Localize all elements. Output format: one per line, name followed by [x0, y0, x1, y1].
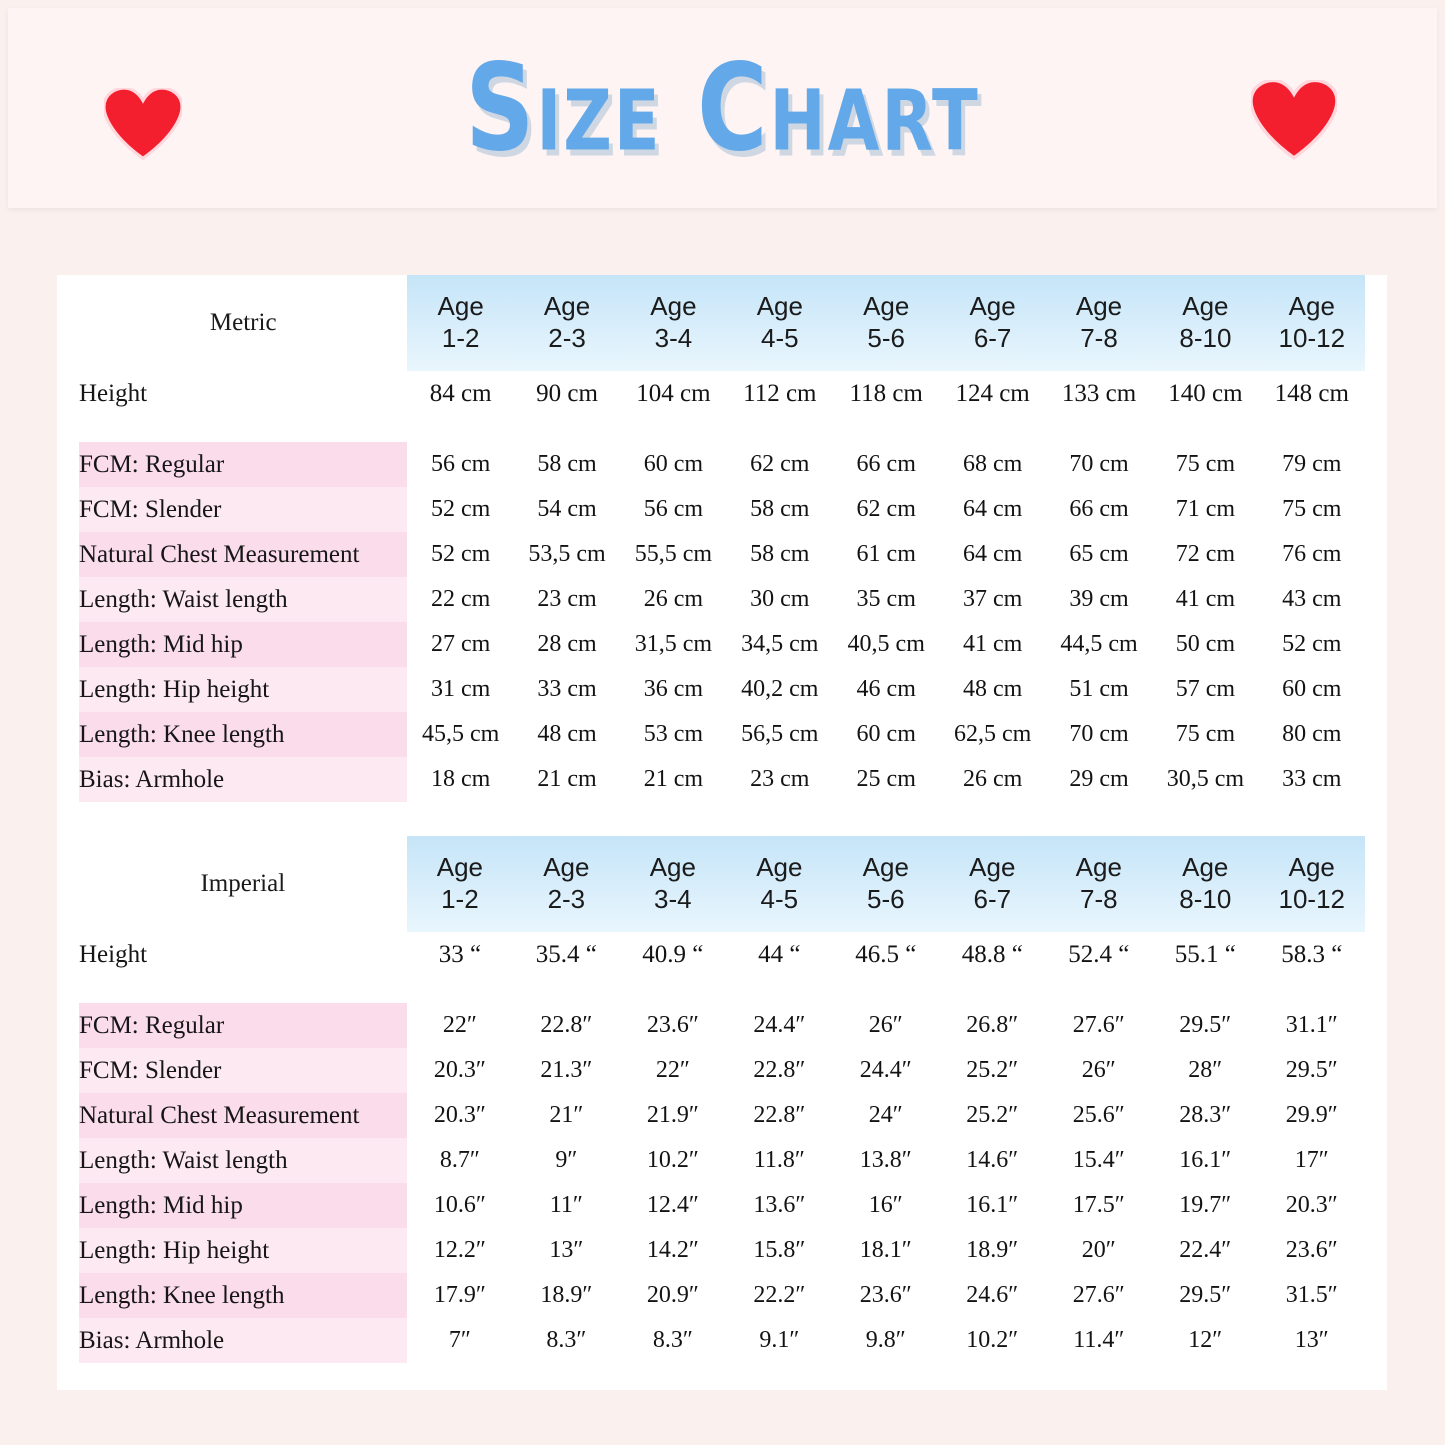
- measurement-value: 140 cm: [1168, 379, 1243, 407]
- measurement-value: 104 cm: [636, 379, 711, 407]
- row-spacer: [79, 977, 1365, 1003]
- age-range: 4-5: [760, 884, 799, 914]
- measurement-value: 44 “: [758, 940, 801, 968]
- table-header-row: [79, 836, 1365, 932]
- age-column-header: [833, 275, 939, 371]
- measurement-value: 46.5 “: [855, 940, 917, 968]
- heart-icon: [104, 88, 182, 160]
- measurement-value: 148 cm: [1274, 379, 1349, 407]
- measurement-value: 41 cm: [1175, 586, 1236, 612]
- measurement-value: 24.4″: [753, 1012, 806, 1038]
- measurement-value: 25 cm: [856, 766, 916, 792]
- table-row: [79, 371, 1365, 416]
- age-word: Age: [650, 291, 697, 322]
- measurement-value: 52 cm: [430, 496, 491, 522]
- age-word: Age: [969, 852, 1016, 883]
- table-header-row: [79, 275, 1365, 371]
- measurement-value: 58.3 “: [1281, 940, 1343, 968]
- measurement-value: 15.8″: [753, 1237, 806, 1263]
- measurement-value: 31,5 cm: [634, 631, 713, 657]
- unit-system-label: Metric: [209, 309, 277, 336]
- measurement-value: 22″: [442, 1012, 477, 1038]
- measurement-value: 20″: [1081, 1237, 1116, 1263]
- table-row: [79, 1003, 1365, 1048]
- measurement-value: 52.4 “: [1068, 940, 1130, 968]
- measurement-value: 70 cm: [1069, 451, 1129, 477]
- measurement-value: 55.1 “: [1174, 940, 1236, 968]
- measurement-value: 68 cm: [962, 451, 1023, 477]
- metric-size-table: [79, 275, 1365, 802]
- measurement-value: 17″: [1294, 1147, 1329, 1173]
- measurement-label: Length: Knee length: [79, 712, 407, 757]
- measurement-value: 90 cm: [536, 379, 598, 407]
- age-range: 8-10: [1179, 884, 1232, 914]
- measurement-value: 30,5 cm: [1166, 766, 1245, 792]
- measurement-value: 48.8 “: [961, 940, 1023, 968]
- age-range: 10-12: [1278, 884, 1345, 914]
- measurement-value: 48 cm: [962, 676, 1023, 702]
- measurement-value: 17.5″: [1072, 1192, 1125, 1218]
- measurement-value: 20.9″: [646, 1282, 699, 1308]
- measurement-value: 37 cm: [962, 586, 1023, 612]
- measurement-value: 22.8″: [753, 1057, 806, 1083]
- measurement-label: Bias: Armhole: [79, 757, 407, 802]
- measurement-value: 28 cm: [537, 631, 597, 657]
- age-range: 2-3: [548, 323, 586, 353]
- measurement-value: 66 cm: [856, 451, 916, 477]
- measurement-value: 44,5 cm: [1060, 631, 1138, 657]
- measurement-value: 9″: [555, 1147, 578, 1173]
- measurement-value: 54 cm: [537, 496, 597, 522]
- measurement-value: 48 cm: [537, 721, 597, 747]
- measurement-value: 33 cm: [537, 676, 597, 702]
- measurement-value: 43 cm: [1282, 586, 1342, 612]
- age-range: 5-6: [867, 323, 905, 353]
- measurement-value: 58 cm: [750, 496, 810, 522]
- measurement-value: 8.3″: [546, 1327, 587, 1353]
- measurement-value: 18.9″: [540, 1282, 593, 1308]
- measurement-value: 15.4″: [1072, 1147, 1125, 1173]
- measurement-value: 12.2″: [433, 1237, 486, 1263]
- age-range: 4-5: [761, 323, 799, 353]
- header-banner: [8, 8, 1437, 208]
- unit-system-label: Imperial: [200, 870, 286, 897]
- measurement-value: 62 cm: [856, 496, 916, 522]
- measurement-value: 52 cm: [1282, 631, 1342, 657]
- age-word: Age: [436, 852, 483, 883]
- table-row: [79, 1228, 1365, 1273]
- measurement-value: 23.6″: [859, 1282, 912, 1308]
- age-word: Age: [1075, 852, 1122, 883]
- measurement-value: 17.9″: [433, 1282, 486, 1308]
- measurement-value: 46 cm: [856, 676, 916, 702]
- age-column-header: [726, 836, 832, 932]
- age-word: Age: [543, 852, 590, 883]
- measurement-value: 26″: [1081, 1057, 1116, 1083]
- measurement-value: 70 cm: [1069, 721, 1129, 747]
- measurement-value: 23 cm: [537, 586, 597, 612]
- measurement-value: 33 cm: [1282, 766, 1342, 792]
- measurement-value: 26.8″: [966, 1012, 1019, 1038]
- measurement-value: 23.6″: [646, 1012, 699, 1038]
- measurement-label: FCM: Regular: [79, 1003, 407, 1048]
- table-row: [79, 487, 1365, 532]
- measurement-value: 22.8″: [753, 1102, 806, 1128]
- measurement-value: 60 cm: [856, 721, 916, 747]
- table-row: [79, 1048, 1365, 1093]
- measurement-value: 14.6″: [966, 1147, 1019, 1173]
- measurement-value: 26 cm: [962, 766, 1023, 792]
- measurement-value: 12.4″: [646, 1192, 699, 1218]
- measurement-value: 29 cm: [1069, 766, 1129, 792]
- age-range: 3-4: [654, 323, 693, 353]
- table-row: [79, 442, 1365, 487]
- measurement-value: 26″: [868, 1012, 903, 1038]
- table-row: [79, 932, 1365, 977]
- page-title: Size Chart: [465, 38, 980, 178]
- measurement-value: 33 “: [438, 940, 482, 968]
- measurement-value: 58 cm: [537, 451, 597, 477]
- measurement-value: 29.9″: [1285, 1102, 1338, 1128]
- table-row: [79, 1318, 1365, 1363]
- measurement-value: 34,5 cm: [741, 631, 819, 657]
- measurement-value: 60 cm: [1282, 676, 1342, 702]
- measurement-value: 21 cm: [643, 766, 704, 792]
- measurement-value: 40,2 cm: [741, 676, 819, 702]
- measurement-value: 19.7″: [1179, 1192, 1232, 1218]
- age-column-header: [1046, 836, 1152, 932]
- measurement-value: 28.3″: [1179, 1102, 1232, 1128]
- measurement-value: 10.6″: [433, 1192, 486, 1218]
- measurement-value: 62,5 cm: [953, 721, 1032, 747]
- age-word: Age: [1182, 291, 1229, 322]
- heart-icon: [1251, 80, 1337, 160]
- measurement-value: 27 cm: [430, 631, 491, 657]
- measurement-value: 50 cm: [1175, 631, 1236, 657]
- measurement-value: 11.8″: [753, 1147, 805, 1173]
- measurement-label: Length: Waist length: [79, 1138, 407, 1183]
- measurement-value: 65 cm: [1069, 541, 1129, 567]
- measurement-value: 10.2″: [966, 1327, 1019, 1353]
- row-spacer-cell: [79, 416, 1365, 442]
- measurement-value: 10.2″: [646, 1147, 699, 1173]
- measurement-value: 27.6″: [1072, 1282, 1125, 1308]
- measurement-value: 133 cm: [1061, 379, 1137, 407]
- measurement-value: 22″: [655, 1057, 690, 1083]
- measurement-value: 40.9 “: [642, 940, 704, 968]
- measurement-value: 29.5″: [1285, 1057, 1338, 1083]
- measurement-value: 21.3″: [540, 1057, 593, 1083]
- age-word: Age: [863, 291, 910, 322]
- measurement-value: 75 cm: [1175, 451, 1236, 477]
- measurement-value: 18 cm: [430, 766, 491, 792]
- measurement-label: Height: [79, 940, 148, 968]
- measurement-value: 31 cm: [430, 676, 491, 702]
- age-range: 6-7: [973, 323, 1012, 353]
- measurement-value: 13″: [1294, 1327, 1329, 1353]
- measurement-value: 76 cm: [1282, 541, 1342, 567]
- imperial-size-table: [79, 836, 1365, 1363]
- measurement-label: Length: Knee length: [79, 1273, 407, 1318]
- table-row: [79, 1093, 1365, 1138]
- measurement-value: 13″: [549, 1237, 584, 1263]
- measurement-value: 72 cm: [1175, 541, 1236, 567]
- row-spacer-cell: [79, 977, 1365, 1003]
- measurement-label: Bias: Armhole: [79, 1318, 407, 1363]
- measurement-value: 58 cm: [750, 541, 810, 567]
- age-range: 1-2: [441, 884, 479, 914]
- measurement-value: 8.7″: [439, 1147, 480, 1173]
- age-column-header: [620, 275, 726, 371]
- measurement-value: 30 cm: [750, 586, 810, 612]
- age-word: Age: [437, 291, 484, 322]
- measurement-value: 20.3″: [433, 1102, 486, 1128]
- measurement-value: 60 cm: [643, 451, 704, 477]
- measurement-value: 22.4″: [1179, 1237, 1232, 1263]
- table-row: [79, 1138, 1365, 1183]
- measurement-label: Height: [79, 379, 148, 407]
- table-row: [79, 622, 1365, 667]
- measurement-value: 27.6″: [1072, 1012, 1125, 1038]
- measurement-label: Natural Chest Measurement: [79, 1093, 407, 1138]
- measurement-value: 79 cm: [1282, 451, 1342, 477]
- measurement-value: 64 cm: [962, 496, 1023, 522]
- age-range: 1-2: [441, 323, 480, 353]
- age-range: 8-10: [1179, 323, 1232, 353]
- measurement-value: 16.1″: [966, 1192, 1019, 1218]
- measurement-value: 22.8″: [540, 1012, 593, 1038]
- age-column-header: [620, 836, 726, 932]
- measurement-value: 56,5 cm: [741, 721, 819, 747]
- measurement-value: 25.2″: [966, 1057, 1019, 1083]
- table-row: [79, 712, 1365, 757]
- measurement-value: 21″: [549, 1102, 584, 1128]
- age-word: Age: [1288, 291, 1335, 322]
- measurement-label: Length: Hip height: [79, 1228, 407, 1273]
- age-column-header: [1152, 836, 1258, 932]
- age-word: Age: [1182, 852, 1229, 883]
- measurement-value: 55,5 cm: [634, 541, 713, 567]
- age-word: Age: [543, 291, 591, 322]
- age-word: Age: [649, 852, 696, 883]
- age-column-header: [939, 275, 1045, 371]
- measurement-label: Length: Waist length: [79, 577, 407, 622]
- measurement-value: 71 cm: [1175, 496, 1236, 522]
- measurement-value: 13.6″: [753, 1192, 806, 1218]
- measurement-value: 118 cm: [849, 379, 923, 407]
- measurement-value: 14.2″: [646, 1237, 699, 1263]
- measurement-value: 28″: [1188, 1057, 1223, 1083]
- measurement-value: 13.8″: [859, 1147, 912, 1173]
- age-word: Age: [1075, 291, 1123, 322]
- measurement-value: 35.4 “: [535, 940, 597, 968]
- measurement-value: 84 cm: [429, 379, 492, 407]
- measurement-value: 24.4″: [859, 1057, 912, 1083]
- age-column-header: [407, 275, 513, 371]
- table-row: [79, 1183, 1365, 1228]
- age-column-header: [1259, 836, 1366, 932]
- age-range: 7-8: [1079, 884, 1118, 914]
- age-word: Age: [756, 291, 803, 322]
- age-range: 5-6: [867, 884, 905, 914]
- age-range: 6-7: [973, 884, 1012, 914]
- age-column-header: [513, 836, 619, 932]
- measurement-label: FCM: Slender: [79, 1048, 407, 1093]
- age-column-header: [1046, 275, 1152, 371]
- measurement-label: Natural Chest Measurement: [79, 532, 407, 577]
- measurement-value: 75 cm: [1175, 721, 1236, 747]
- age-range: 10-12: [1278, 323, 1346, 353]
- row-spacer: [79, 416, 1365, 442]
- measurement-value: 24″: [868, 1102, 903, 1128]
- measurement-value: 53,5 cm: [528, 541, 606, 567]
- table-row: [79, 577, 1365, 622]
- measurement-value: 51 cm: [1069, 676, 1129, 702]
- measurement-value: 66 cm: [1069, 496, 1129, 522]
- measurement-value: 25.6″: [1072, 1102, 1125, 1128]
- table-gap: [57, 802, 1387, 836]
- table-row: [79, 532, 1365, 577]
- age-column-header: [1259, 275, 1365, 371]
- measurement-value: 124 cm: [955, 379, 1030, 407]
- measurement-value: 31.1″: [1285, 1012, 1338, 1038]
- measurement-value: 25.2″: [966, 1102, 1019, 1128]
- measurement-value: 21 cm: [537, 766, 597, 792]
- measurement-value: 9.1″: [759, 1327, 800, 1353]
- size-chart-sheet: [57, 275, 1387, 1390]
- measurement-value: 16″: [868, 1192, 903, 1218]
- measurement-value: 22 cm: [430, 586, 491, 612]
- measurement-value: 11.4″: [1073, 1327, 1125, 1353]
- age-range: 3-4: [654, 884, 692, 914]
- measurement-value: 41 cm: [962, 631, 1023, 657]
- measurement-value: 40,5 cm: [847, 631, 925, 657]
- measurement-value: 56 cm: [643, 496, 704, 522]
- measurement-value: 56 cm: [430, 451, 491, 477]
- age-word: Age: [969, 291, 1016, 322]
- measurement-value: 18.9″: [966, 1237, 1019, 1263]
- measurement-value: 20.3″: [433, 1057, 486, 1083]
- table-row: [79, 667, 1365, 712]
- measurement-value: 8.3″: [652, 1327, 693, 1353]
- measurement-label: Length: Mid hip: [79, 622, 407, 667]
- measurement-value: 9.8″: [865, 1327, 906, 1353]
- age-word: Age: [756, 852, 803, 883]
- measurement-value: 18.1″: [859, 1237, 912, 1263]
- measurement-value: 36 cm: [643, 676, 704, 702]
- measurement-value: 57 cm: [1175, 676, 1236, 702]
- measurement-value: 29.5″: [1179, 1282, 1232, 1308]
- measurement-label: Length: Mid hip: [79, 1183, 407, 1228]
- measurement-value: 64 cm: [962, 541, 1023, 567]
- measurement-value: 53 cm: [643, 721, 704, 747]
- measurement-value: 45,5 cm: [421, 721, 500, 747]
- measurement-label: FCM: Slender: [79, 487, 407, 532]
- age-range: 7-8: [1080, 323, 1118, 353]
- measurement-value: 21.9″: [646, 1102, 699, 1128]
- age-column-header: [1152, 275, 1258, 371]
- table-row: [79, 757, 1365, 802]
- measurement-value: 61 cm: [856, 541, 916, 567]
- age-column-header: [939, 836, 1045, 932]
- measurement-value: 24.6″: [966, 1282, 1019, 1308]
- measurement-value: 80 cm: [1282, 721, 1342, 747]
- measurement-value: 20.3″: [1285, 1192, 1338, 1218]
- age-word: Age: [1288, 852, 1335, 883]
- measurement-value: 39 cm: [1069, 586, 1129, 612]
- measurement-value: 62 cm: [750, 451, 810, 477]
- measurement-value: 29.5″: [1179, 1012, 1232, 1038]
- measurement-value: 16.1″: [1179, 1147, 1232, 1173]
- age-range: 2-3: [547, 884, 586, 914]
- measurement-value: 26 cm: [643, 586, 704, 612]
- measurement-value: 12″: [1188, 1327, 1223, 1353]
- measurement-value: 23.6″: [1285, 1237, 1338, 1263]
- age-word: Age: [862, 852, 909, 883]
- age-column-header: [514, 275, 620, 371]
- measurement-value: 23 cm: [750, 766, 810, 792]
- measurement-value: 7″: [448, 1327, 471, 1353]
- measurement-value: 112 cm: [743, 379, 817, 407]
- measurement-value: 75 cm: [1282, 496, 1342, 522]
- measurement-value: 35 cm: [856, 586, 916, 612]
- age-column-header: [833, 836, 939, 932]
- measurement-value: 31.5″: [1285, 1282, 1338, 1308]
- measurement-label: Length: Hip height: [79, 667, 407, 712]
- measurement-label: FCM: Regular: [79, 442, 407, 487]
- table-row: [79, 1273, 1365, 1318]
- measurement-value: 11″: [549, 1192, 583, 1218]
- measurement-value: 22.2″: [753, 1282, 806, 1308]
- age-column-header: [407, 836, 513, 932]
- age-column-header: [727, 275, 833, 371]
- measurement-value: 52 cm: [430, 541, 491, 567]
